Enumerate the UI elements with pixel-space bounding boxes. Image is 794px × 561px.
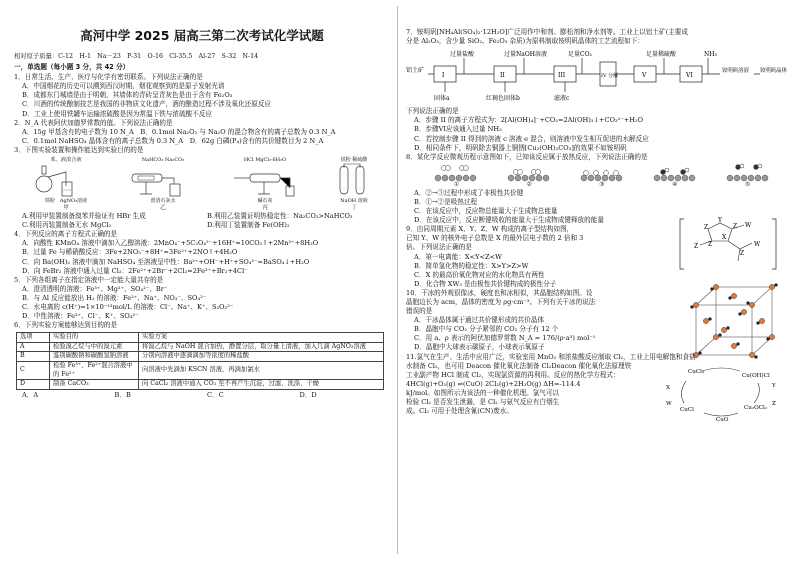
table-header-row (17, 333, 384, 343)
question-stem: 1．日常生活、生产、医疗与化学有密切联系。下列说法正确的是 (14, 73, 203, 82)
stage-1: ① (434, 163, 478, 188)
svg-text:Z: Z (704, 224, 709, 232)
paragraph-line: 成。Cl₂ 可用于处理含氰(CN)废水。 (406, 407, 513, 416)
question-stem: 6．下列实验方案能够达到目的的是 (14, 321, 118, 330)
stage-3: ③ (580, 163, 624, 188)
stage-4: ④ (653, 163, 697, 188)
paragraph-line: 检验 Cl₂ 是否发生泄漏，是 Cl₂ 与氨气反应有白烟生 (406, 398, 560, 406)
option-ab: A．15g 甲基含有的电子数为 10 N_A B．0.1mol Na₂O₂ 与 Na₂O 的混合物含有的离子总数为 0.3 N_A (22, 127, 336, 136)
byproduct-a: 固体a (434, 95, 450, 103)
apparatus-bing: HCl MgCl₂·6H₂O 碱石灰 丙 (230, 157, 300, 212)
process-flow-diagram (404, 48, 787, 104)
answer-options (22, 391, 392, 400)
paragraph-line: 水制备 Cl₂，也可用 Deacon 催化氧化法制备 Cl₂Deacon 催化氧化法原理铁 (406, 361, 632, 370)
option-c: C．川酒的传统酿制技艺是我国的非物质文化遗产，酒的酿造过程不涉及氧化还原反应 (22, 100, 272, 109)
svg-text:Y: Y (718, 217, 722, 225)
question-6 (12, 321, 392, 400)
paragraph-line: 11.氯气在生产、生活中应用广泛，实验室用 MnO₂ 和浓盐酸反应制取 Cl₂，工业上用电解饱和食盐 (406, 352, 696, 361)
question-1 (12, 73, 392, 118)
table-row: A 检验溴乙烷与中的溴元素 将溴乙烷与 NaOH 混合加热，静置分层，取分量上清液，加入几滴 AgNO₃溶液 (17, 342, 384, 352)
svg-text:CuCl: CuCl (680, 406, 694, 413)
molecule-surface-icon (653, 163, 697, 181)
option-b: B．过量 Fe 与稀硝酸反应：3Fe+2NO₃⁻+8H⁺=3Fe²⁺+2NO↑+4H₂O (22, 248, 238, 257)
label-bing: 丙 (262, 205, 268, 212)
question-10 (404, 289, 784, 353)
option-a: A．澄清透明的溶液：Fe³⁺、Mg²⁺、SO₄²⁻、Br⁻ (22, 284, 168, 293)
table-header: 选项 (17, 333, 50, 343)
svg-text:Z: Z (708, 241, 713, 249)
question-3 (12, 146, 392, 230)
reagent-6: NH₃ (704, 51, 717, 59)
question-stem: 2．N_A 代表阿伏加德罗常数的值。下列说法正确的是 (14, 118, 173, 127)
table-header: 实验目的 (50, 333, 139, 343)
experiment-table (16, 332, 384, 390)
svg-text:W: W (754, 241, 761, 249)
question-stem: 9．由同周期元素 X、Y、Z、W 构成的离子型结构如图， (406, 225, 574, 234)
step-6: VI (686, 72, 693, 80)
option-a: A.利用甲装置制备溴苯并验证有 HBr 生成 (22, 212, 146, 221)
svg-text:X: X (666, 384, 670, 391)
option-a: A．步骤 II 的离子方程式为：2[Al(OH)₄]⁻+CO₂=2Al(OH)₃↓+CO₃²⁻+H₂O (414, 116, 644, 125)
table-header: 实验方案 (139, 333, 384, 343)
option-c: C．C (207, 390, 224, 399)
question-stem-cont: 晶胞边长为 acm，晶体的密度为 ρg·cm⁻³。下列有关干冰的说法 (406, 297, 596, 306)
label-yi: 乙 (160, 205, 166, 212)
test-tube-icon (332, 164, 376, 198)
tube-setup-icon (128, 164, 198, 198)
option-a: A．中国烟花的历史可以溯到西汉时期，烟花观察到的是原子发射光谱 (22, 82, 225, 91)
table-row: C 检验 Fe³⁺、Fe²⁺混合溶液中的 Fe²⁺ 向溶液中先滴加 KSCN 溶液，再滴加氯水 (17, 362, 384, 380)
option-d: D．向 FeBr₂ 溶液中通入过量 Cl₂：2Fe²⁺+2Br⁻+2Cl₂=2Fe³⁺+Br₂+4Cl⁻ (22, 266, 248, 275)
question-stem: 3．下图实验装置和操作能达到实验目的的是 (14, 145, 144, 154)
apparatus-yi: NaHCO₃ Na₂CO₃ 澄清石灰水 乙 (128, 157, 198, 212)
question-stem-cont: 错误的是 (406, 307, 433, 316)
step-1: I (442, 72, 445, 80)
reagent-5: 足量稀硫酸 (646, 51, 677, 59)
svg-text:Z: Z (694, 243, 699, 251)
question-stem-cont: 已知 Y、W 的核外电子总数是 X 的最外层电子数的 2 倍和 3 (406, 234, 584, 243)
column-divider (397, 6, 398, 554)
stage-2: ② (507, 163, 551, 188)
molecule-surface-icon (507, 163, 551, 181)
table-row: D 制备 CaCO₃ 向 CaCl₂ 溶液中通入 CO₂ 至不再产生沉淀，过滤、洗涤、干燥 (17, 380, 384, 390)
product-crystal: 铵明矾晶体 (760, 68, 787, 75)
option-b: B．晶胞中与 CO₂ 分子紧邻的 CO₂ 分子有 12 个 (414, 325, 559, 334)
dehydration-setup-icon (230, 164, 300, 198)
option-d: D．中性溶液：Fe³⁺、Cl⁻、K⁺、SO₄²⁻ (22, 312, 139, 321)
thermochemical-equation: 4HCl(g)+O₂(g) ⇌(CuO) 2Cl₂(g)+2H₂O(g) ΔH=-114.4 (406, 379, 581, 388)
table-row: B 鉴别碳酸钠和碳酸氢钠溶液 分别向溶液中逐滴滴加等浓度的稀盐酸 (17, 352, 384, 362)
question-7 (404, 28, 787, 153)
option-b: B．成都东门城墙是由于明朝，其墙体的青砖呈青灰色是由于含有 Fe₂O₃ (22, 91, 233, 100)
option-c: C.利用丙装置制备无水 MgCl₂ (22, 221, 112, 230)
molecule-surface-icon (726, 163, 770, 181)
reaction-stages-figure (420, 163, 784, 188)
svg-text:Y: Y (772, 382, 776, 389)
section-heading: 一，单选题（每小题 3 分，共 42 分） (14, 63, 130, 72)
svg-text:Cu₂OCl₂: Cu₂OCl₂ (744, 404, 768, 411)
step-5: V (642, 72, 647, 80)
molecule-surface-icon (434, 163, 478, 181)
question-stem: 10．干冰的外观很像冰，硬度也和冰相似，其晶胞结构如图。设 (406, 288, 593, 297)
option-b: B．简单氢化物的稳定性：X>Y>Z>W (414, 261, 529, 270)
product-solution: 铵明矾溶液 (722, 68, 749, 75)
options-grid (22, 212, 392, 230)
byproduct-c: 滤液c (554, 95, 570, 103)
right-column (404, 0, 787, 423)
question-11 (404, 352, 784, 423)
question-stem: 4．下列反应的离子方程式正确的是 (14, 230, 118, 239)
apparatus-jia: 苯、液溴合液 铁粉 AgNO₃溶液 甲 (36, 157, 96, 212)
svg-text:W: W (745, 222, 752, 230)
question-stem: 7．铵明矾[NH₄Al(SO₄)₂·12H₂O]广泛用作中和剂、膨松剂和净水剂等。工业上以铝土矿(主要成 (406, 28, 688, 36)
byproduct-b: 红褐色固体b (486, 95, 520, 103)
apparatus-figure (20, 156, 392, 212)
option-b: B.利用乙装置证明热稳定性：Na₂CO₃>NaHCO₃ (207, 212, 353, 221)
option-c: C．水电离的 c(H⁺)=1×10⁻¹³mol/L 的溶液：Cl⁻、Na⁺、K⁺、S₂O₃²⁻ (22, 302, 234, 311)
svg-text:Z: Z (740, 250, 745, 258)
option-d: D.利用丁装置制备 Fe(OH)₂ (207, 221, 290, 230)
option-d: D．相同条件下，明矾除去铜器上铜锈[Cu₂(OH)₂CO₃]的效果不如铵明矾 (414, 143, 627, 152)
step-3: III (558, 72, 566, 80)
svg-text:W: W (666, 400, 672, 407)
reagent-1: 过量盐酸 (450, 51, 475, 59)
option-cd: C．0.1mol NaHSO₄ 晶体含有的离子总数为 0.3 N_A D．62g 白磷(P₄)含有的共价键数目为 2 N_A (22, 136, 324, 145)
option-c: C．X 的最高价氧化物对应的水化物具有两性 (414, 270, 545, 279)
molecule-surface-icon (580, 163, 624, 181)
svg-text:Cu(OH)Cl: Cu(OH)Cl (742, 372, 770, 379)
option-c: C．向 Ba(OH)₂ 溶液中滴加 NaHSO₄ 至溶液呈中性：Ba²⁺+OH⁻+H⁺+SO₄²⁻=BaSO₄↓+H₂O (22, 257, 310, 266)
paragraph-line: 工业副产物 HCl 制成 Cl₂，实现氯资源的再利用。反应的热化学方程式： (406, 370, 620, 379)
option-b: B．与 Al 反应能放出 H₂ 的溶液：Fe²⁺、Na⁺、NO₃⁻、SO₄²⁻ (22, 293, 207, 302)
option-c: C．在该反应中，反应物总能量大于生成物总能量 (414, 207, 558, 216)
option-a: A．向酸性 KMnO₄ 溶液中滴加入乙醇溶液：2MnO₄⁻+5C₂O₄²⁻+16H⁺=10CO₂↑+2Mn²⁺+8H₂O (22, 239, 319, 248)
option-c: C．若控制步骤 II 得到的溶液 c 溶液 e 混合，则溶液中发生相互促进的水解反应 (414, 134, 649, 143)
option-d: D．在该反应中，反应断键吸收的能量大于生成物成键释放的能量 (414, 216, 604, 225)
option-d: D．工业上使用铁罐车运输浓硫酸是因为常温下铁与浓硫酸不反应 (22, 109, 212, 118)
apparatus-ding: 铁粉 稀硫酸 NaOH 溶液 丁 (332, 157, 376, 212)
stage-5: ⑤ (726, 163, 770, 188)
question-stem-cont: 分是 Al₂O₃，含少量 SiO₂、Fe₂O₃ 杂质)为原料制取铵明矾晶体的工艺流程如下： (406, 37, 644, 46)
option-b: B．B (114, 390, 131, 399)
question-lead: 下列说法正确的是 (406, 107, 459, 116)
svg-text:Z: Z (733, 223, 738, 231)
label-jia: 甲 (63, 205, 69, 212)
paragraph-line: kJ/mol。如图所示为该法的一种催化机理。氯气可以 (406, 388, 560, 397)
question-2 (12, 119, 392, 146)
question-stem-cont: 倍。下列说法正确的是 (406, 243, 472, 252)
reagent-2: 过量NaOH溶液 (504, 51, 547, 59)
atomic-masses: 相对原子质量：C-12 H-1 Na－23 P-31 O-16 Cl-35.5 Al-27 S-32 N-14 (14, 53, 259, 60)
question-4 (12, 230, 392, 275)
flow-start (406, 66, 424, 74)
option-a: A．干冰晶体属于通过共价键形成的共价晶体 (414, 316, 545, 325)
svg-text:铝土矿: 铝土矿 (406, 67, 425, 75)
catalytic-cycle-figure (662, 361, 782, 423)
page-title: 高河中学 2025 届高三第二次考试化学试题 (80, 28, 324, 43)
step-4: IV 分解 (601, 73, 619, 80)
option-c: C．用 a、ρ 表示的阿伏加德罗常数 N_A = 176/(ρ·a³) mol⁻¹ (414, 334, 596, 343)
label-ding: 丁 (351, 205, 357, 212)
svg-text:CuO: CuO (716, 416, 729, 423)
option-a: A．第一电离能：X<Y<Z<W (414, 252, 502, 261)
dry-ice-unit-cell-figure (682, 283, 782, 359)
svg-text:X: X (722, 234, 727, 242)
option-b: B．步骤VI应该通入过量 NH₃ (414, 125, 502, 134)
left-column (12, 0, 392, 400)
reagent-3: 足量CO₂ (568, 51, 592, 59)
option-d: D．D (299, 390, 317, 399)
question-stem: 8．某化学反应微观历程示意图如下，已知该反应属于放热反应，下列说法正确的是 (406, 152, 648, 161)
svg-text:CuCl₂: CuCl₂ (688, 368, 705, 375)
step-2: II (500, 72, 505, 80)
question-5 (12, 276, 392, 321)
option-b: B．①→②是吸热过程 (414, 197, 478, 206)
option-d: D．化合物 XW₃ 是由极性共价键构成的极性分子 (414, 279, 557, 288)
option-a: A．A (22, 390, 39, 399)
ionic-structure-figure (678, 215, 778, 273)
option-d: D．晶胞中大球表示碳原子，小球表示氧原子 (414, 343, 545, 352)
svg-text:Z: Z (772, 400, 776, 407)
flask-setup-icon (36, 164, 96, 198)
question-stem: 5．下列各组离子在指定溶液中一定能大量共存的是 (14, 275, 164, 284)
option-a: A．②→③过程中形成了非极性共价键 (414, 188, 524, 197)
